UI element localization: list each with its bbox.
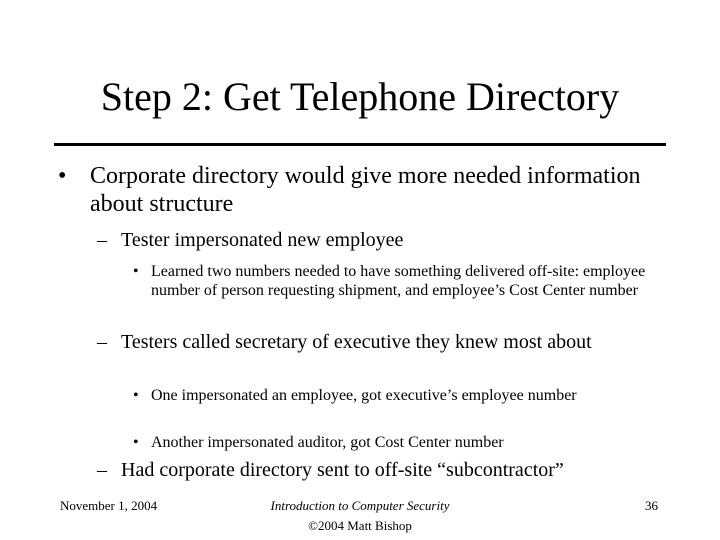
bullet-item xyxy=(97,458,677,482)
bullet-text: Testers called secretary of executive they knew most about xyxy=(121,331,592,353)
bullet-marker: • xyxy=(133,263,139,280)
bullet-marker: – xyxy=(97,331,107,353)
bullet-text: Tester impersonated new employee xyxy=(121,229,404,251)
bullet-text: Another impersonated auditor, got Cost Center number xyxy=(151,434,504,451)
bullet-item xyxy=(133,433,673,452)
bullet-item xyxy=(97,228,677,252)
bullet-text: Had corporate directory sent to off-site “subcontractor” xyxy=(121,459,564,481)
footer-page-number: 36 xyxy=(645,498,658,513)
bullet-item xyxy=(58,162,658,218)
bullet-item xyxy=(97,330,677,354)
bullet-text: Learned two numbers needed to have something delivered off-site: employee number of person requesting shipment, and employee’s Cost Center number xyxy=(151,263,646,299)
bullet-text: One impersonated an employee, got executive’s employee number xyxy=(151,387,577,404)
footer-date: November 1, 2004 xyxy=(60,498,158,513)
bullet-marker: • xyxy=(133,387,139,404)
bullet-item xyxy=(133,262,673,300)
footer-course-title: Introduction to Computer Security xyxy=(270,498,450,513)
bullet-marker: • xyxy=(133,434,139,451)
bullet-item xyxy=(133,386,673,405)
bullet-marker: • xyxy=(58,163,67,189)
slide-title: Step 2: Get Telephone Directory xyxy=(100,74,620,119)
bullet-text: Corporate directory would give more needed information about structure xyxy=(90,163,641,217)
footer-course xyxy=(240,496,480,536)
bullet-marker: – xyxy=(97,229,107,251)
bullet-marker: – xyxy=(97,459,107,481)
footer-copyright: ©2004 Matt Bishop xyxy=(308,518,412,533)
